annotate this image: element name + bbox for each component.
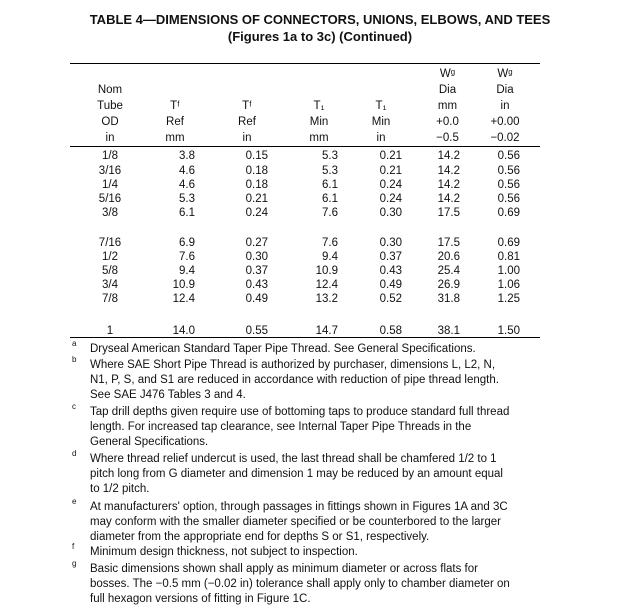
table-cell: 6.1	[322, 179, 338, 191]
table-cell: 0.18	[245, 165, 268, 177]
table-cell: 6.1	[322, 193, 338, 205]
table-cell: 0.37	[379, 251, 402, 263]
table-cell: 5.3	[322, 150, 338, 162]
table-cell: 14.2	[437, 193, 460, 205]
table-cell: 0.24	[379, 193, 402, 205]
table-cell: 3.8	[179, 150, 195, 162]
column-header-line: Dia	[496, 84, 514, 96]
footnote-line: diameter from the appropriate end for depths S or S1, respectively.	[90, 531, 430, 543]
column-header-line: Min	[309, 116, 329, 128]
table-cell: 20.6	[437, 251, 460, 263]
footnote-c	[72, 402, 542, 450]
column-header-line	[355, 66, 407, 82]
table-subtitle: (Figures 1a to 3c) (Continued)	[227, 29, 413, 44]
table-cell: 1.50	[497, 325, 520, 337]
column-header-line: in	[500, 100, 510, 112]
footnote-marker: f	[72, 542, 75, 551]
row-label-cell: 3/16	[98, 165, 122, 177]
column-header-0	[75, 66, 145, 146]
table-cell: 7.6	[322, 207, 338, 219]
table-cell: 0.56	[497, 179, 520, 191]
footnote-b	[72, 355, 542, 403]
table-cell: 6.1	[179, 207, 195, 219]
column-header-line: in	[376, 132, 386, 144]
footnote-e	[72, 497, 542, 545]
table-cell: 4.6	[179, 179, 195, 191]
table-cell: 9.4	[179, 265, 195, 277]
footnote-line: Where thread relief undercut is used, the last thread shall be chamfered 1/2 to 1	[90, 453, 497, 465]
footnote-line: N1, P, S, and S1 are reduced in accordance with reduction of pipe thread length.	[90, 374, 499, 386]
footnote-line: length. For increased tap clearance, see Internal Taper Pipe Threads in the	[90, 421, 472, 433]
column-header-1	[150, 66, 200, 146]
footnote-line: Dryseal American Standard Taper Pipe Thread. See General Specifications.	[90, 343, 476, 355]
column-header-line	[355, 82, 407, 98]
footnote-line: Minimum design thickness, not subject to inspection.	[90, 546, 358, 558]
column-header-line: Tube	[97, 100, 123, 112]
column-header-line: Wᵍ	[439, 68, 456, 80]
table-cell: 12.4	[172, 293, 195, 305]
column-header-line: T₁	[375, 100, 387, 112]
table-cell: 0.27	[245, 237, 268, 249]
footnote-line: See SAE J476 Tables 3 and 4.	[90, 389, 246, 401]
column-header-line: T₁	[313, 100, 325, 112]
footnote-a	[72, 339, 542, 357]
footnote-line: General Specifications.	[90, 436, 209, 448]
column-header-line: in	[105, 132, 115, 144]
column-header-line: Wᵍ	[497, 68, 513, 80]
column-header-line: mm	[309, 132, 329, 144]
column-header-line	[295, 66, 343, 82]
footnote-line: to 1/2 pitch.	[90, 483, 150, 495]
table-cell: 0.69	[497, 207, 520, 219]
column-header-line: Ref	[166, 116, 184, 128]
table-cell: 14.2	[437, 150, 460, 162]
column-header-line	[75, 66, 145, 82]
column-header-line	[221, 82, 273, 98]
table-cell: 0.43	[379, 265, 402, 277]
table-cell: 1.25	[497, 293, 520, 305]
footnote-line: full hexagon versions of fitting in Figure 1C.	[90, 593, 311, 605]
column-header-line	[150, 66, 200, 82]
table-cell: 0.69	[497, 237, 520, 249]
table-cell: 14.2	[437, 179, 460, 191]
footnote-d	[72, 449, 542, 497]
table-cell: 0.15	[245, 150, 268, 162]
table-cell: 0.21	[379, 165, 402, 177]
table-cell: 7.6	[179, 251, 195, 263]
column-header-line: Dia	[438, 84, 457, 96]
footnote-line: At manufacturers' option, through passages in fittings shown in Figures 1A and 3C	[90, 501, 508, 513]
table-cell: 0.52	[379, 293, 402, 305]
column-header-line	[221, 66, 273, 82]
table-cell: 10.9	[172, 279, 195, 291]
table-cell: 12.4	[315, 279, 338, 291]
footnote-marker: e	[72, 497, 77, 506]
column-header-6	[475, 66, 535, 146]
column-header-line: Ref	[238, 116, 256, 128]
table-cell: 17.5	[437, 237, 460, 249]
table-cell: 0.49	[245, 293, 268, 305]
footnote-line: Tap drill depths given require use of bottoming taps to produce standard full thread	[90, 406, 510, 418]
column-header-line: +0.00	[490, 116, 520, 128]
table-cell: 17.5	[437, 207, 460, 219]
column-header-line: mm	[437, 100, 458, 112]
column-header-line	[150, 82, 200, 98]
table-cell: 0.81	[497, 251, 520, 263]
column-header-line: +0.0	[436, 116, 459, 128]
table-cell: 0.43	[245, 279, 268, 291]
row-label-cell: 1/8	[102, 150, 118, 162]
table-cell: 0.49	[379, 279, 402, 291]
row-label-cell: 1	[106, 325, 114, 337]
table-cell: 4.6	[179, 165, 195, 177]
column-header-line: OD	[101, 116, 119, 128]
footnote-marker: b	[72, 355, 77, 364]
column-header-line: in	[242, 132, 252, 144]
footnote-marker: d	[72, 449, 77, 458]
table-cell: 14.7	[315, 325, 338, 337]
row-label-cell: 5/16	[98, 193, 122, 205]
table-cell: 0.24	[245, 207, 268, 219]
row-label-cell: 3/8	[102, 207, 118, 219]
row-label-cell: 3/4	[102, 279, 118, 291]
table-cell: 0.18	[245, 179, 268, 191]
footnote-line: Basic dimensions shown shall apply as minimum diameter or across flats for	[90, 563, 478, 575]
column-header-5	[420, 66, 475, 146]
table-cell: 0.55	[245, 325, 268, 337]
table-cell: 0.30	[379, 237, 402, 249]
table-cell: 0.58	[379, 325, 402, 337]
column-header-line: Nom	[97, 84, 123, 96]
footnote-marker: a	[72, 339, 77, 348]
column-header-3	[295, 66, 343, 146]
footnote-marker: c	[72, 402, 76, 411]
column-header-4	[355, 66, 407, 146]
table-cell: 7.6	[322, 237, 338, 249]
table-cell: 5.3	[322, 165, 338, 177]
footnote-line: may conform with the smaller diameter specified or be counterbored to the larger	[90, 516, 502, 528]
table-cell: 14.0	[172, 325, 195, 337]
table-cell: 0.24	[379, 179, 402, 191]
column-header-line: Tᶠ	[242, 100, 252, 112]
footnote-marker: g	[72, 559, 77, 568]
table-cell: 1.00	[497, 265, 520, 277]
row-label-cell: 5/8	[102, 265, 118, 277]
row-label-cell: 1/4	[102, 179, 118, 191]
table-cell: 31.8	[437, 293, 460, 305]
row-label-cell: 1/2	[102, 251, 118, 263]
table-cell: 0.30	[379, 207, 402, 219]
column-header-line: −0.02	[490, 132, 520, 144]
table-cell: 25.4	[437, 265, 460, 277]
footnote-line: bosses. The −0.5 mm (−0.02 in) tolerance shall apply only to chamber diameter on	[90, 578, 510, 590]
table-cell: 0.30	[245, 251, 268, 263]
table-cell: 38.1	[437, 325, 460, 337]
row-label-cell: 7/8	[102, 293, 118, 305]
table-cell: 0.21	[245, 193, 268, 205]
table-cell: 13.2	[315, 293, 338, 305]
row-label-cell: 7/16	[98, 237, 122, 249]
footnote-line: pitch long from G diameter and dimension 1 may be reduced by an amount equal	[90, 468, 503, 480]
table-cell: 5.3	[179, 193, 195, 205]
table-title: TABLE 4—DIMENSIONS OF CONNECTORS, UNIONS, ELBOWS, AND TEES	[89, 12, 551, 27]
table-top-rule	[70, 63, 540, 64]
table-cell: 10.9	[315, 265, 338, 277]
table-cell: 0.56	[497, 193, 520, 205]
footnote-f	[72, 542, 542, 560]
header-bottom-rule	[70, 146, 540, 147]
table-cell: 0.37	[245, 265, 268, 277]
footnote-line: Where SAE Short Pipe Thread is authorized by purchaser, dimensions L, L2, N,	[90, 359, 496, 371]
column-header-line: Tᶠ	[170, 100, 180, 112]
table-cell: 14.2	[437, 165, 460, 177]
column-header-2	[221, 66, 273, 146]
footnote-g	[72, 559, 542, 607]
table-cell: 26.9	[437, 279, 460, 291]
table-cell: 9.4	[322, 251, 338, 263]
column-header-line: −0.5	[436, 132, 459, 144]
table-cell: 1.06	[497, 279, 520, 291]
column-header-line: Min	[371, 116, 391, 128]
table-cell: 0.56	[497, 150, 520, 162]
table-cell: 6.9	[179, 237, 195, 249]
column-header-line: mm	[165, 132, 185, 144]
table-cell: 0.56	[497, 165, 520, 177]
table-cell: 0.21	[379, 150, 402, 162]
column-header-line	[295, 82, 343, 98]
